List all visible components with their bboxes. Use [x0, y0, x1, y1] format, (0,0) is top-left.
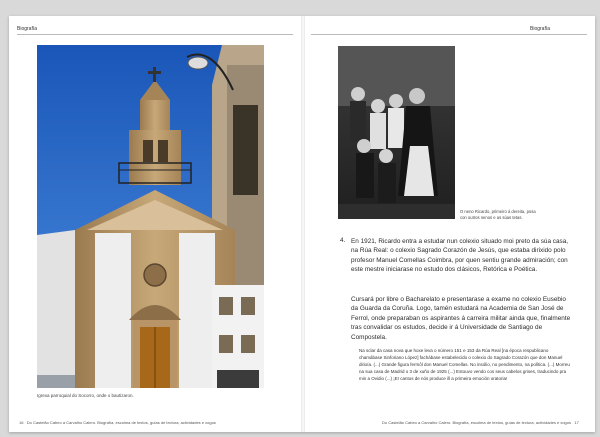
- right-page-number: 17: [574, 420, 579, 425]
- quote-block: Na sclar da casa nova que hoxe leva o número 151 e 153 da Rúa Real [na época respublicano chamábase Sinforiano López] fachábase estabelecido o colexio do Sagrado Corazón que don Manuel dirixía. (...) Grande figura fermôl don Manuel Comellas. No insólio, no pendimento, na política. (...) Morreu na sua casa de Madrid o 3 de xuño de 1925 (...) Estouvo vendo cos seus cabelos grises, traducindo pra min a Ovidio (...) ¡E! cantos de nós produce ill a primeira emoción oratoria!: [359, 348, 570, 381]
- right-footer-text: Do Castelão Cabeo a Carvalho Calero. Biografía, escolma de textos, guías de lectura, actividades e xogos: [382, 420, 571, 425]
- church-photo-caption: Igrexa parroquial do Socorro, onde o bautizaron.: [37, 393, 134, 398]
- left-footer: [19, 420, 216, 425]
- right-running-head: Biografía: [530, 26, 551, 32]
- book-gutter: [301, 16, 305, 432]
- children-photo-caption-line1: O neno Ricardo, primeiro á dereita, posa: [460, 209, 536, 214]
- church-photo: [37, 45, 264, 388]
- body-paragraph-1: En 1921, Ricardo entra a estudar nun colexio situado moi preto da súa casa, na Rúa Real: o colexio Sagrado Corazón de Jesús, que estaba dirixido polo profesor Manuel Comellas Coimbra, por quen sentiu grande admiración; con este mestre iniciarase no estudo dos clásicos, Retórica e Poética.: [351, 238, 569, 274]
- children-photo-caption-line2: con outros nenos e as súas tetas.: [460, 215, 523, 220]
- body-paragraph-2: Cursará por libre o Bacharelato e presentarase a exame no colexio Eusebio da Guarda da Coruña. Logo, tamén estudará na Academia de San José de Ferrol, onde preparaban os aspirantes á carreira militar ainda que, finalmente tras convalidar os estudos, decide ir á Universidade de Santiago de Compostela.: [351, 296, 571, 341]
- left-running-head: Biografía: [17, 26, 38, 32]
- right-header-rule: [311, 34, 587, 35]
- children-photo-caption: [460, 209, 570, 221]
- left-footer-text: Do Castelão Cabeo a Carvalho Calero. Biografía, escolma de textos, guías de lectura, actividades e xogos: [26, 420, 216, 425]
- left-header-rule: [17, 34, 293, 35]
- children-photo: [338, 46, 455, 219]
- left-page-number: 16: [19, 420, 24, 425]
- list-item-number: 4.: [340, 237, 346, 244]
- right-footer: [382, 420, 579, 425]
- book-spread: [9, 16, 595, 432]
